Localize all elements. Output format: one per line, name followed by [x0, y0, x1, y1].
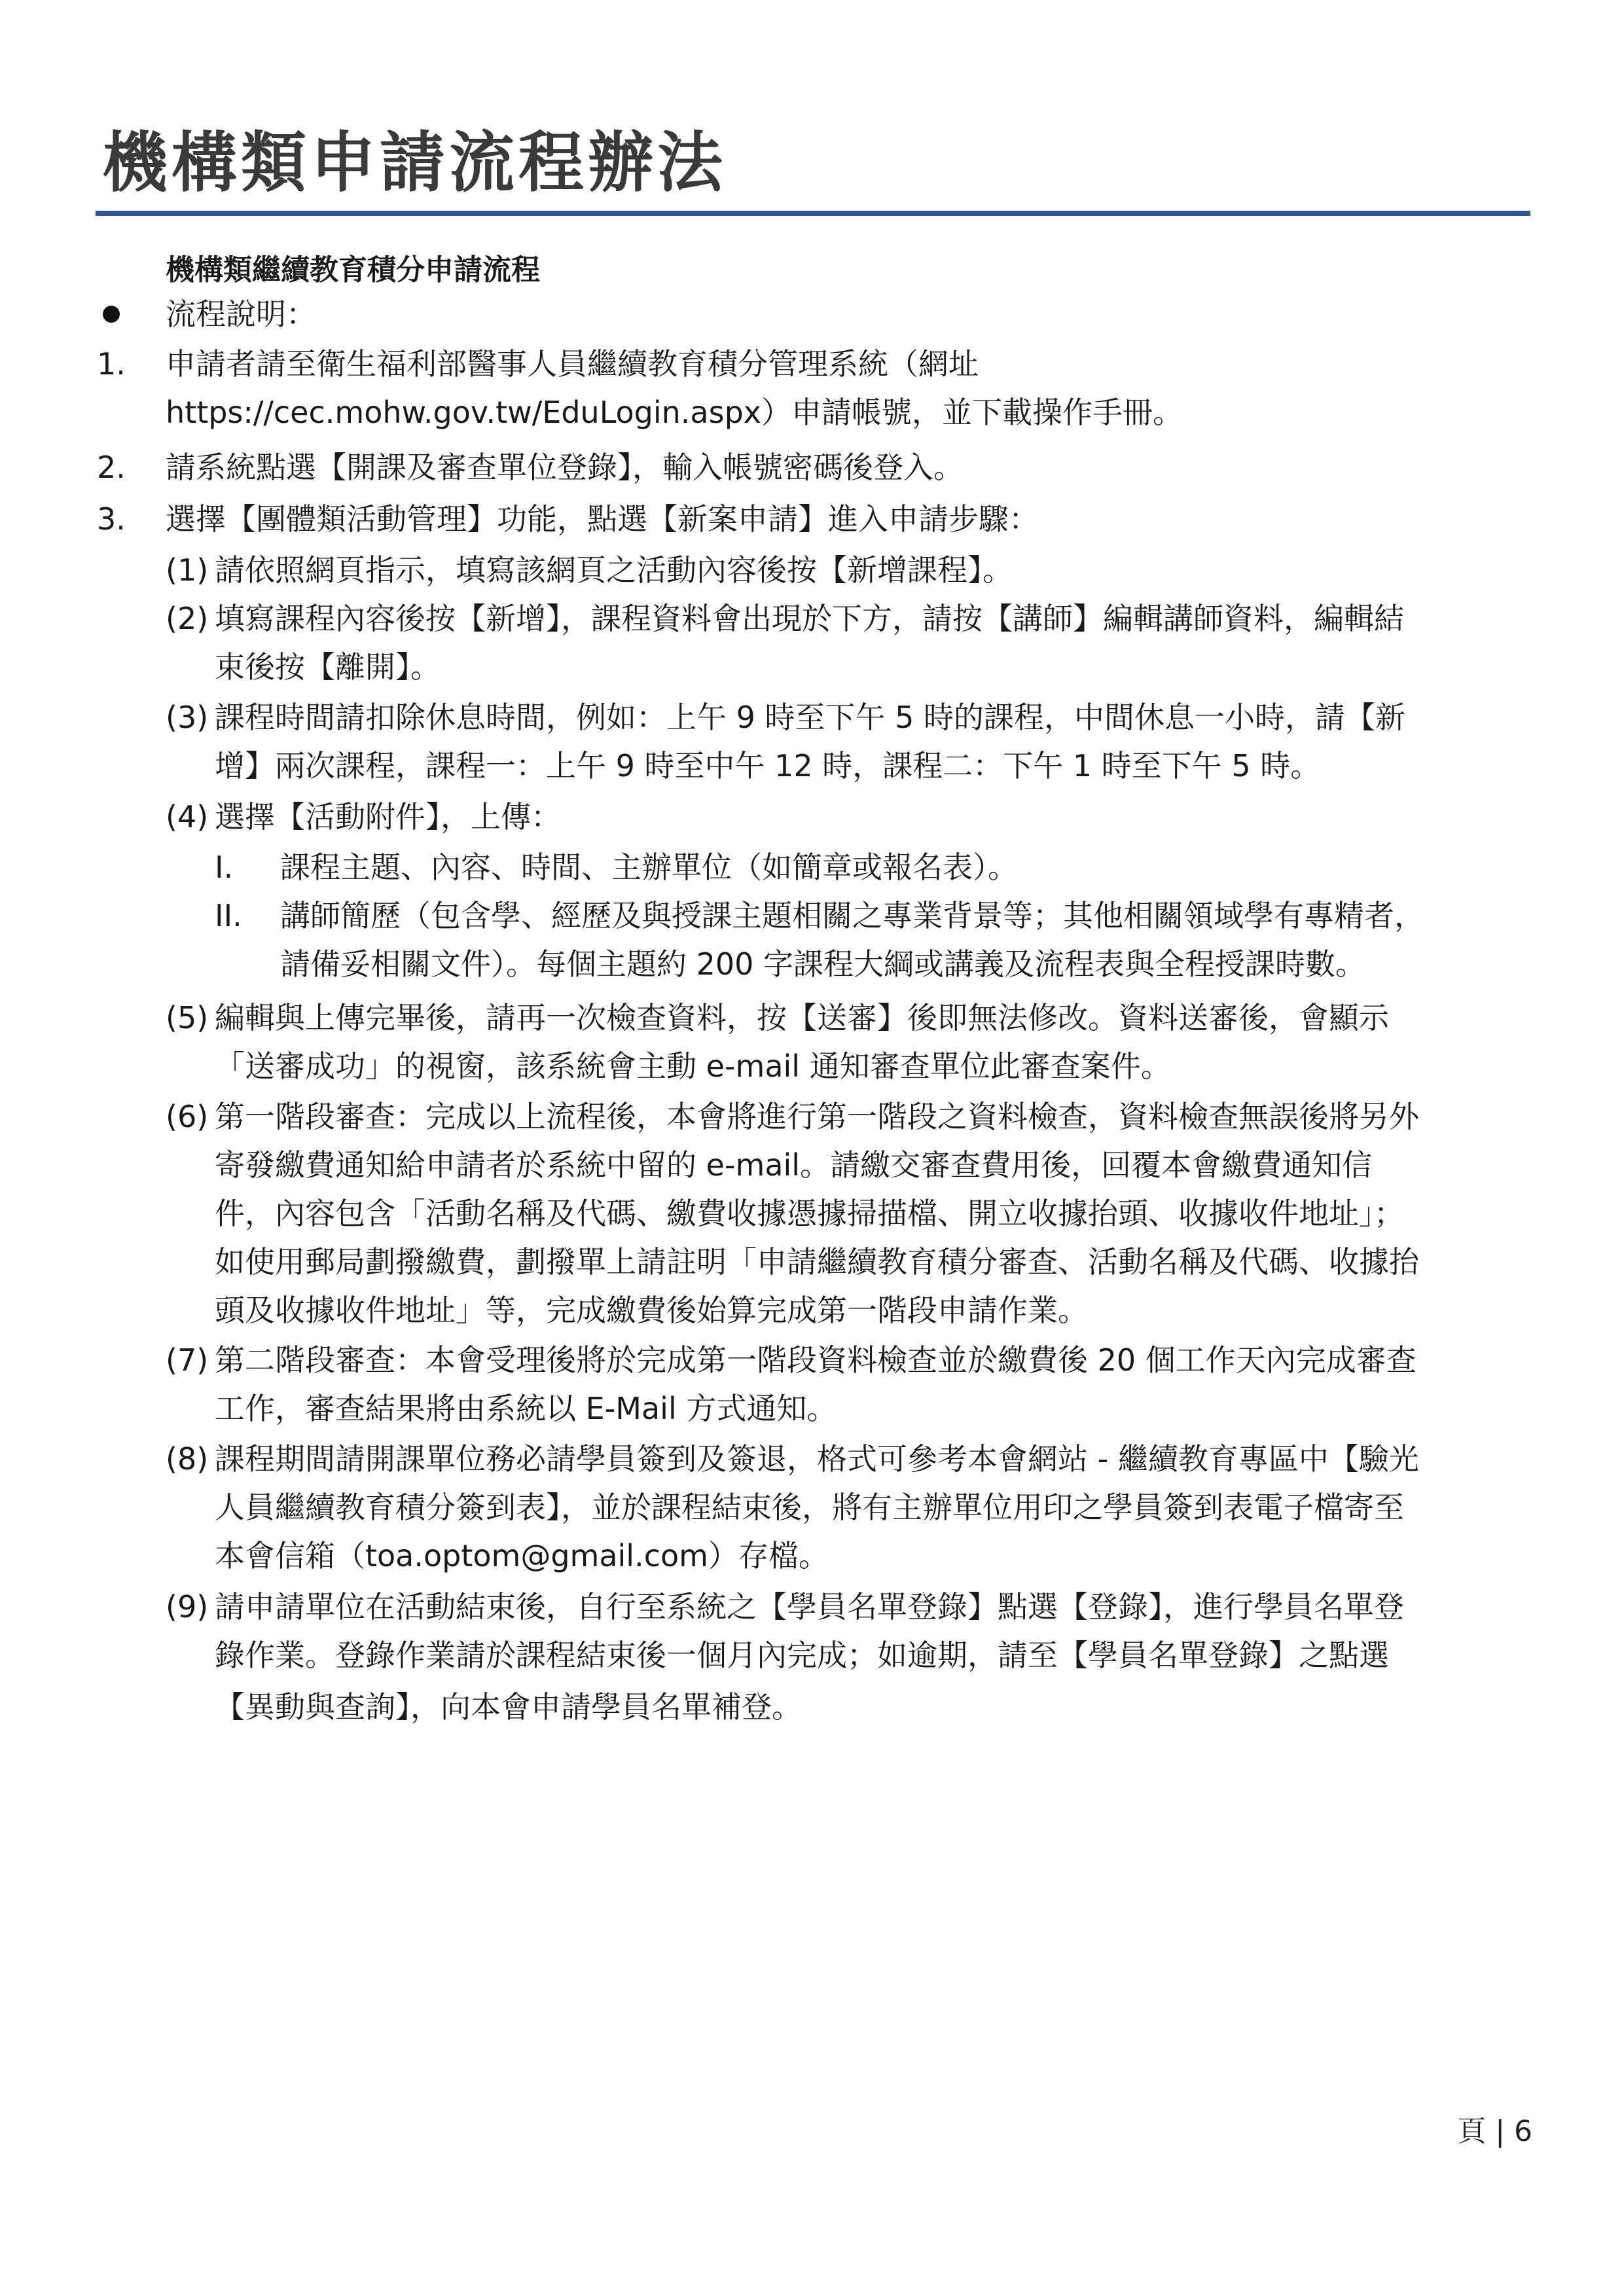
- substep-number: (9): [166, 1589, 209, 1624]
- substep-line: 選擇【活動附件】，上傳：: [215, 799, 561, 834]
- substep-number: (3): [166, 700, 209, 735]
- attachment-number: II.: [215, 898, 242, 933]
- page-title: 機構類申請流程辦法: [102, 124, 727, 201]
- section-heading: 機構類繼續教育積分申請流程: [166, 253, 540, 287]
- step-line: https://cec.mohw.gov.tw/EduLogin.aspx）申請帳號，並下載操作手冊。: [166, 395, 1183, 430]
- substep-number: (7): [166, 1342, 209, 1378]
- substep-number: (1): [166, 552, 209, 588]
- substep-number: (2): [166, 601, 209, 636]
- page-number: 頁 | 6: [1457, 2115, 1532, 2148]
- attachment-line: 請備妥相關文件）。每個主題約 200 字課程大綱或講義及流程表與全程授課時數。: [280, 946, 1366, 982]
- substep-line: 增】兩次課程，課程一：上午 9 時至中午 12 時，課程二：下午 1 時至下午 5 時。: [215, 748, 1321, 783]
- substep-line: 第一階段審查：完成以上流程後，本會將進行第一階段之資料檢查，資料檢查無誤後將另外: [215, 1099, 1419, 1134]
- substep-line: 編輯與上傳完畢後，請再一次檢查資料，按【送審】後即無法修改。資料送審後，會顯示: [215, 1000, 1389, 1035]
- substep-line: 填寫課程內容後按【新增】，課程資料會出現於下方，請按【講師】編輯講師資料，編輯結: [215, 601, 1404, 636]
- substep-line: 課程時間請扣除休息時間，例如：上午 9 時至下午 5 時的課程，中間休息一小時，請【新: [215, 700, 1406, 735]
- substep-number: (8): [166, 1441, 209, 1477]
- step-line: 請系統點選【開課及審查單位登錄】，輸入帳號密碼後登入。: [166, 450, 964, 485]
- substep-line: 如使用郵局劃撥繳費，劃撥單上請註明「申請繼續教育積分審查、活動名稱及代碼、收據抬: [215, 1244, 1419, 1280]
- substep-line: 人員繼續教育積分簽到表】，並於課程結束後，將有主辦單位用印之學員簽到表電子檔寄至: [215, 1490, 1404, 1525]
- substep-line: 第二階段審查：本會受理後將於完成第一階段資料檢查並於繳費後 20 個工作天內完成審查: [215, 1342, 1416, 1378]
- substep-line: 「送審成功」的視窗，該系統會主動 e-mail 通知審查單位此審查案件。: [215, 1049, 1171, 1084]
- attachment-line: 講師簡歷（包含學、經歷及與授課主題相關之專業背景等；其他相關領域學有專精者，: [280, 898, 1424, 933]
- substep-line: 本會信箱（toa.optom@gmail.com）存檔。: [215, 1538, 829, 1573]
- substep-line: 請依照網頁指示，填寫該網頁之活動內容後按【新增課程】。: [215, 552, 1013, 588]
- step-number: 2.: [97, 450, 126, 485]
- substep-number: (5): [166, 1000, 209, 1035]
- step-line: 選擇【團體類活動管理】功能，點選【新案申請】進入申請步驟：: [166, 501, 1039, 537]
- attachment-line: 課程主題、內容、時間、主辦單位（如簡章或報名表）。: [280, 850, 1018, 885]
- substep-line: 頭及收據收件地址」等，完成繳費後始算完成第一階段申請作業。: [215, 1293, 1088, 1328]
- substep-line: 課程期間請開課單位務必請學員簽到及簽退，格式可參考本會網站 - 繼續教育專區中【驗光: [215, 1441, 1419, 1477]
- substep-line: 請申請單位在活動結束後，自行至系統之【學員名單登錄】點選【登錄】，進行學員名單登: [215, 1589, 1404, 1624]
- bullet-icon: [103, 306, 120, 323]
- substep-line: 寄發繳費通知給申請者於系統中留的 e-mail。請繳交審查費用後，回覆本會繳費通知信: [215, 1147, 1373, 1183]
- intro-text: 流程說明：: [166, 296, 316, 332]
- substep-line: 錄作業。登錄作業請於課程結束後一個月內完成；如逾期，請至【學員名單登錄】之點選: [215, 1638, 1389, 1673]
- step-number: 1.: [97, 346, 126, 382]
- title-divider: [96, 211, 1530, 216]
- attachment-number: I.: [215, 850, 234, 885]
- substep-line: 工作，審查結果將由系統以 E-Mail 方式通知。: [215, 1391, 837, 1426]
- step-line: 申請者請至衛生福利部醫事人員繼續教育積分管理系統（網址: [166, 346, 979, 382]
- substep-line: 【異動與查詢】，向本會申請學員名單補登。: [215, 1689, 802, 1725]
- substep-number: (4): [166, 799, 209, 834]
- substep-number: (6): [166, 1099, 209, 1134]
- substep-line: 件，內容包含「活動名稱及代碼、繳費收據憑據掃描檔、開立收據抬頭、收據收件地址」；: [215, 1196, 1404, 1231]
- substep-line: 束後按【離開】。: [215, 649, 441, 685]
- step-number: 3.: [97, 501, 126, 537]
